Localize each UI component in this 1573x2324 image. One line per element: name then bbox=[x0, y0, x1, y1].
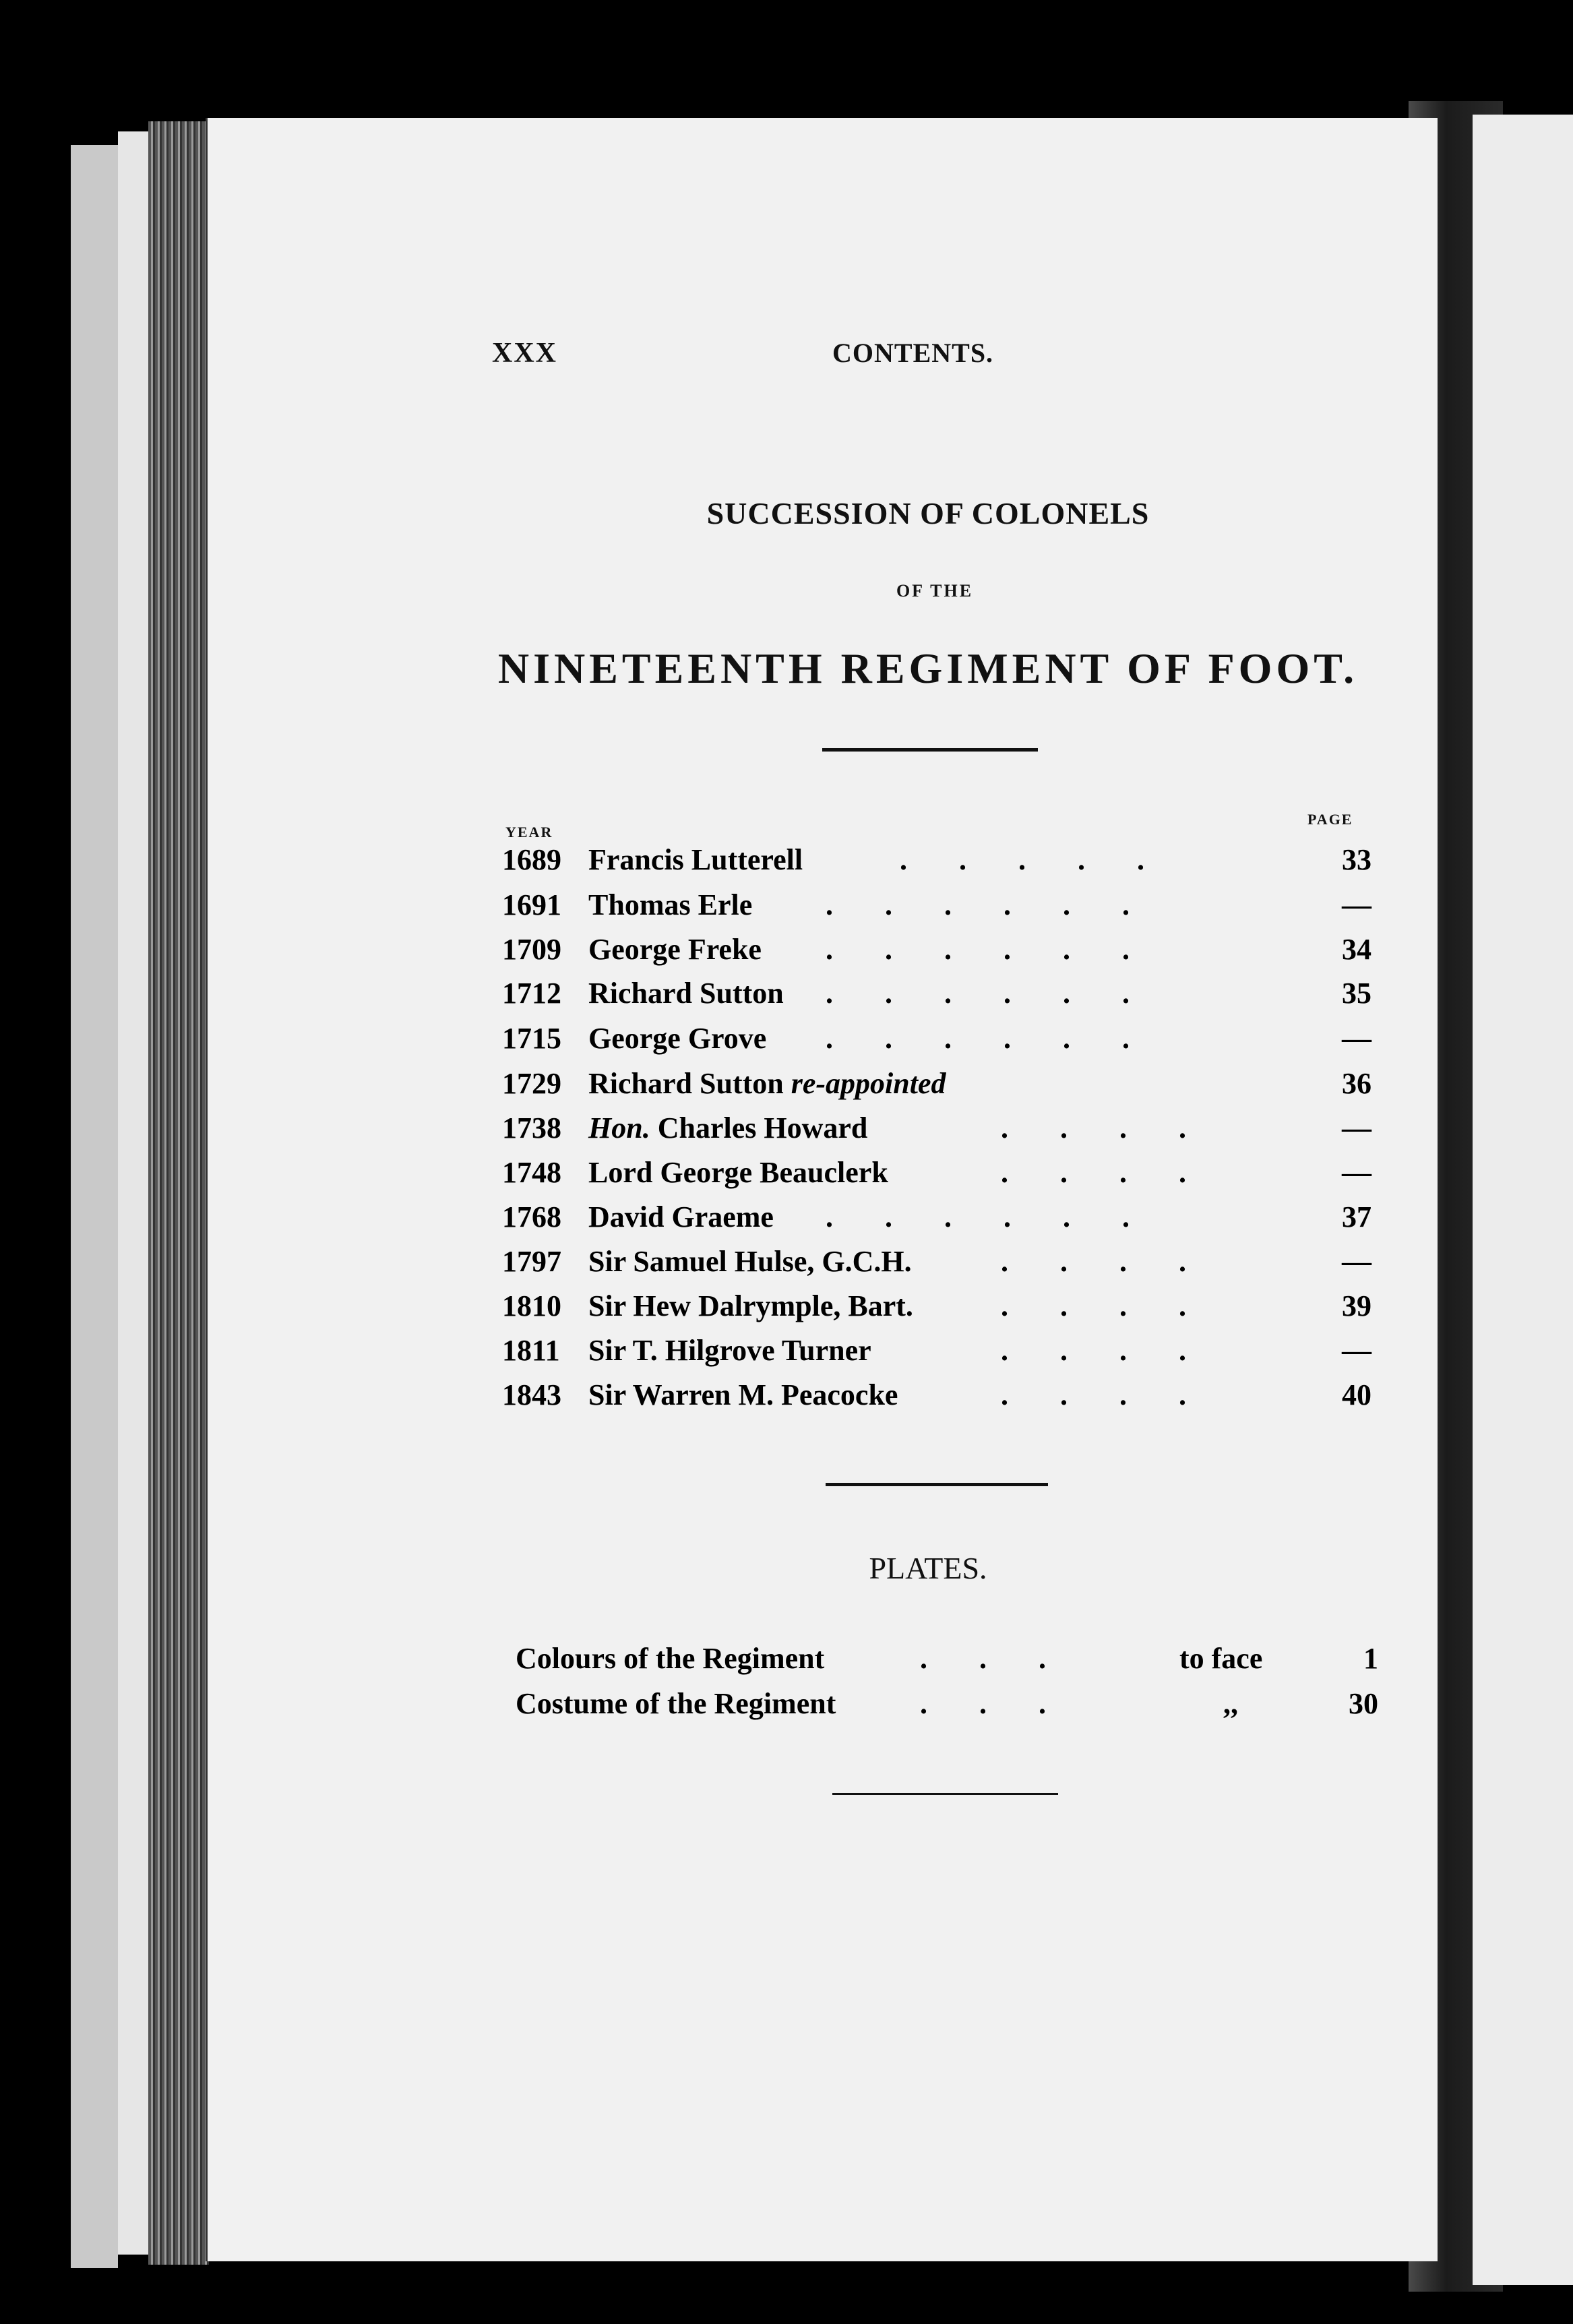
plates-title: PLATES. bbox=[869, 1551, 987, 1585]
colonel-row bbox=[502, 1111, 1371, 1151]
colonel-name: Sir Warren M. Peacocke bbox=[588, 1378, 898, 1411]
running-title: CONTENTS. bbox=[832, 338, 994, 368]
colonel-page: 39 bbox=[1342, 1289, 1371, 1322]
colonel-name-line bbox=[588, 1289, 913, 1323]
colonel-name-line bbox=[588, 1021, 766, 1056]
colonel-row bbox=[502, 1378, 1371, 1418]
divider bbox=[822, 748, 1038, 752]
colonel-page: — bbox=[1342, 888, 1371, 921]
leader-dots: . . . . bbox=[1001, 1334, 1186, 1367]
colonel-year: 1691 bbox=[502, 888, 561, 921]
leader-dots: . . . . bbox=[1001, 1289, 1186, 1322]
colonel-year: 1729 bbox=[502, 1067, 561, 1100]
colonel-name: Richard Sutton bbox=[588, 977, 784, 1010]
colonel-name: Sir Samuel Hulse, G.C.H. bbox=[588, 1245, 912, 1278]
regiment-title: NINETEENTH REGIMENT OF FOOT. bbox=[497, 644, 1359, 692]
leader-dots: . . . bbox=[920, 1642, 1046, 1675]
colonel-year: 1715 bbox=[502, 1022, 561, 1055]
leader-dots: . . . . bbox=[1001, 1111, 1186, 1144]
colonel-year: 1811 bbox=[502, 1334, 560, 1367]
colonel-name: Francis Lutterell bbox=[588, 843, 803, 876]
plate-row bbox=[516, 1641, 1378, 1682]
colonel-prefix: Hon. bbox=[588, 1111, 650, 1144]
leader-dots: . . . . . . bbox=[826, 933, 1130, 966]
leader-dots: . . . bbox=[920, 1687, 1046, 1720]
colonel-year: 1768 bbox=[502, 1200, 561, 1233]
colonel-row bbox=[502, 1333, 1371, 1374]
colonel-year: 1797 bbox=[502, 1245, 561, 1278]
section-connector: OF THE bbox=[896, 581, 974, 601]
colonel-name: George Grove bbox=[588, 1022, 767, 1055]
colonel-year: 1748 bbox=[502, 1156, 561, 1189]
colonel-row bbox=[502, 888, 1371, 928]
colonel-name: George Freke bbox=[588, 933, 762, 966]
colonel-page: 34 bbox=[1342, 933, 1371, 966]
plate-facing: ,, bbox=[1223, 1687, 1238, 1720]
colonel-year: 1810 bbox=[502, 1289, 561, 1322]
colonel-name: Sir T. Hilgrove Turner bbox=[588, 1334, 871, 1367]
page-stack-edge bbox=[71, 145, 118, 2268]
colonel-year: 1738 bbox=[502, 1111, 561, 1144]
colonel-page: 37 bbox=[1342, 1200, 1371, 1233]
leader-dots: . . . . . bbox=[900, 843, 1144, 876]
colonel-name: Thomas Erle bbox=[588, 888, 753, 921]
colonel-row bbox=[502, 1066, 1371, 1107]
colonel-name: Richard Sutton bbox=[588, 1067, 784, 1100]
colonel-name-line bbox=[588, 1155, 888, 1190]
divider bbox=[832, 1793, 1058, 1795]
colonel-page: — bbox=[1342, 1334, 1371, 1367]
colonel-year: 1843 bbox=[502, 1378, 561, 1411]
colonel-name-line bbox=[588, 843, 803, 877]
colonel-page: 36 bbox=[1342, 1067, 1371, 1100]
page-number: XXX bbox=[492, 338, 557, 369]
colonel-year: 1712 bbox=[502, 977, 561, 1010]
year-column-header: YEAR bbox=[505, 824, 553, 840]
colonel-page: — bbox=[1342, 1111, 1371, 1144]
plate-label: Costume of the Regiment bbox=[516, 1687, 836, 1720]
plate-facing: to face bbox=[1179, 1642, 1263, 1675]
plate-page: 1 bbox=[1363, 1642, 1378, 1675]
colonel-year: 1709 bbox=[502, 933, 561, 966]
colonel-name-line bbox=[588, 1200, 774, 1234]
page-stack-edge bbox=[148, 121, 209, 2265]
colonel-name: Sir Hew Dalrymple, Bart. bbox=[588, 1289, 913, 1322]
plate-row bbox=[516, 1686, 1378, 1727]
plate-label: Colours of the Regiment bbox=[516, 1642, 825, 1675]
facing-page bbox=[1473, 115, 1573, 2285]
colonel-row bbox=[502, 1289, 1371, 1329]
colonel-row bbox=[502, 1155, 1371, 1196]
colonel-row bbox=[502, 1244, 1371, 1285]
colonel-page: 40 bbox=[1342, 1378, 1371, 1411]
colonel-row bbox=[502, 1200, 1371, 1240]
colonel-page: — bbox=[1342, 1156, 1371, 1189]
leader-dots: . . . . bbox=[1001, 1245, 1186, 1278]
colonel-name-line bbox=[588, 1244, 912, 1279]
colonel-page: 35 bbox=[1342, 977, 1371, 1010]
colonel-name: Charles Howard bbox=[657, 1111, 868, 1144]
colonel-row bbox=[502, 843, 1371, 883]
leader-dots: . . . . . . bbox=[826, 888, 1130, 921]
colonel-name: David Graeme bbox=[588, 1200, 774, 1233]
colonel-name-line bbox=[588, 1066, 946, 1101]
colonel-row bbox=[502, 932, 1371, 973]
section-title: SUCCESSION OF COLONELS bbox=[706, 496, 1150, 530]
leader-dots: . . . . . . bbox=[826, 977, 1130, 1010]
colonel-row bbox=[502, 1021, 1371, 1062]
colonel-name-line bbox=[588, 932, 762, 967]
colonel-row bbox=[502, 976, 1371, 1016]
colonel-name-line bbox=[588, 1111, 867, 1145]
colonel-year: 1689 bbox=[502, 843, 561, 876]
colonel-name-line bbox=[588, 1378, 898, 1412]
leader-dots: . . . . bbox=[1001, 1156, 1186, 1189]
colonel-name-line bbox=[588, 1333, 871, 1368]
page-stack-edge bbox=[118, 131, 148, 2255]
colonel-name: Lord George Beauclerk bbox=[588, 1156, 888, 1189]
colonel-page: — bbox=[1342, 1245, 1371, 1278]
colonel-page: — bbox=[1342, 1022, 1371, 1055]
leader-dots: . . . . bbox=[1001, 1378, 1186, 1411]
page-column-header: PAGE bbox=[1307, 811, 1353, 828]
colonel-page: 33 bbox=[1342, 843, 1371, 876]
leader-dots: . . . . . . bbox=[826, 1200, 1130, 1233]
colonel-name-line bbox=[588, 976, 784, 1010]
plate-page: 30 bbox=[1349, 1687, 1378, 1720]
colonel-note: re-appointed bbox=[791, 1067, 946, 1100]
leader-dots: . . . . . . bbox=[826, 1022, 1130, 1055]
divider bbox=[826, 1483, 1048, 1486]
colonel-name-line bbox=[588, 888, 752, 922]
